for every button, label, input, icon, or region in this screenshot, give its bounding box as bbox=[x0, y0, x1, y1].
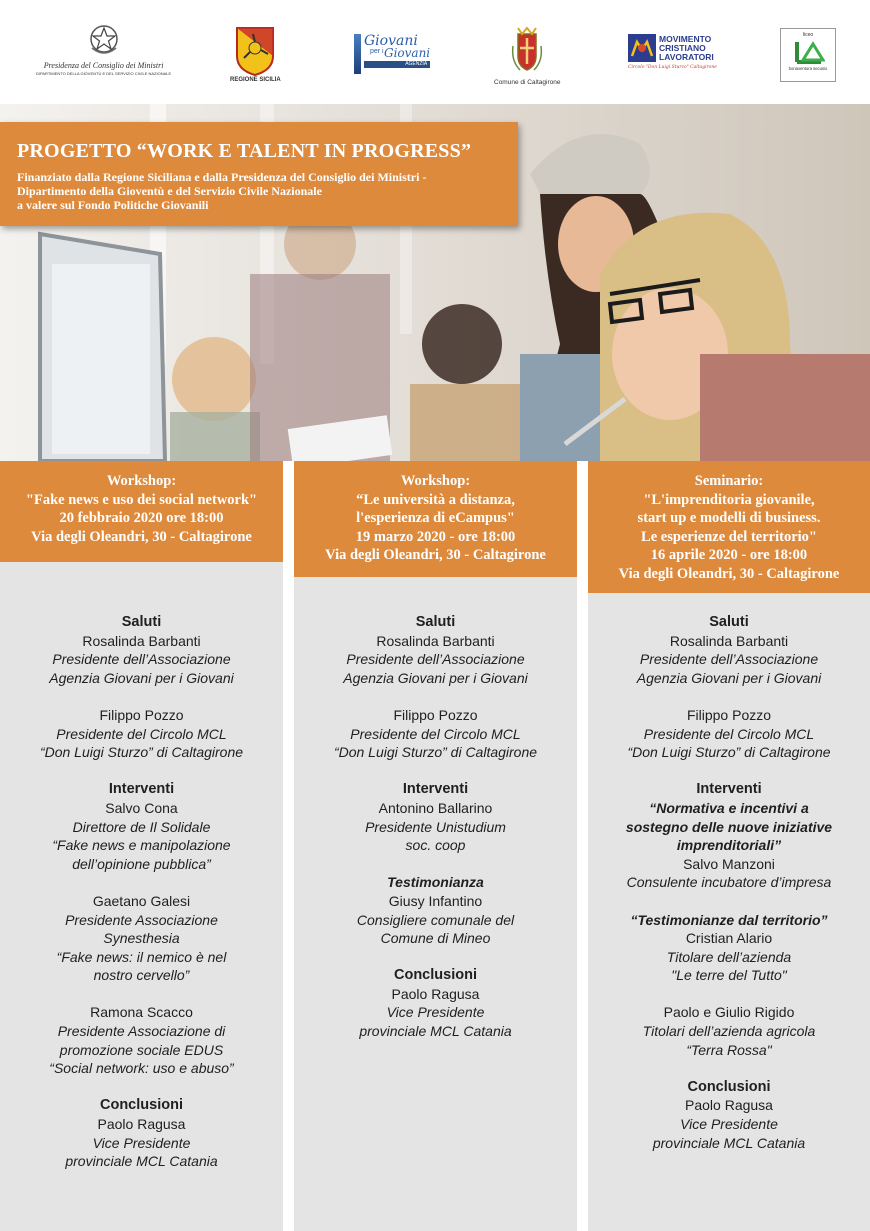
speaker-name: Salvo Cona bbox=[105, 799, 178, 816]
event-header-line: l'esperienza di eCampus" bbox=[356, 510, 515, 526]
program-detail: “Don Luigi Sturzo” di Caltagirone bbox=[627, 744, 831, 761]
program-detail: Presidente del Circolo MCL bbox=[643, 725, 815, 742]
program-section-heading: Interventi bbox=[108, 781, 175, 798]
regione-sicilia-logo bbox=[230, 26, 281, 84]
program-section-heading: Conclusioni bbox=[100, 1097, 183, 1114]
speaker-name: Rosalinda Barbanti bbox=[669, 632, 789, 649]
event-header-line: “Le università a distanza, bbox=[356, 491, 515, 508]
program-detail: Testimonianza bbox=[387, 874, 484, 891]
program-detail: Titolari dell’azienda agricola bbox=[642, 1023, 816, 1040]
program-detail: "Le terre del Tutto" bbox=[671, 967, 787, 984]
giovani-bar-icon bbox=[354, 34, 361, 74]
giovani-text-1: Giovani bbox=[364, 33, 418, 49]
speaker-name: Salvo Manzoni bbox=[683, 855, 775, 872]
program-section-heading: Conclusioni bbox=[687, 1078, 771, 1095]
speaker-name: Giusy Infantino bbox=[388, 892, 483, 909]
spacer bbox=[0, 873, 283, 892]
logo-strip bbox=[0, 0, 870, 104]
liceo-bottom-text: bonaventura secusio bbox=[788, 66, 828, 71]
project-title: PROGETTO “WORK E TALENT IN PROGRESS” bbox=[17, 140, 472, 162]
program-detail: dell’opinione pubblica” bbox=[72, 855, 211, 872]
presidenza-subcaption: DIPARTIMENTO DELLA GIOVENTÙ E DEL SERVIZIO CIVILE NAZIONALE bbox=[36, 70, 172, 76]
event-column-3 bbox=[588, 461, 870, 1231]
event-1-program bbox=[0, 613, 283, 1171]
program-detail: “Fake news e manipolazione bbox=[52, 837, 231, 854]
program-detail: Vice Presidente bbox=[92, 1134, 191, 1151]
speaker-name: Cristian Alario bbox=[685, 930, 773, 947]
program-detail: “Terra Rossa" bbox=[686, 1041, 772, 1058]
program-detail: Agenzia Giovani per i Giovani bbox=[636, 669, 822, 686]
event-header-line: 16 aprile 2020 - ore 18:00 bbox=[650, 547, 808, 563]
program-section-heading: Saluti bbox=[709, 614, 749, 630]
spacer bbox=[0, 985, 283, 1004]
event-3-header bbox=[588, 461, 870, 593]
program-detail: “Normativa e incentivi a bbox=[649, 799, 809, 816]
funding-line-3: a valere sul Fondo Politiche Giovanili bbox=[17, 198, 209, 212]
event-header-line: Via degli Oleandri, 30 - Caltagirone bbox=[325, 547, 546, 563]
program-detail: nostro cervello” bbox=[93, 967, 190, 984]
program-section-heading: Saluti bbox=[415, 614, 456, 630]
spacer bbox=[588, 687, 870, 706]
program-section-heading: Conclusioni bbox=[394, 967, 477, 984]
event-header-line: "L'imprenditoria giovanile, bbox=[643, 491, 815, 508]
program-detail: provinciale MCL Catania bbox=[652, 1134, 806, 1151]
funding-line-1: Finanziato dalla Regione Siciliana e dalla Presidenza del Consiglio dei Ministri - bbox=[17, 170, 427, 184]
program-detail: “Social network: uso e abuso” bbox=[49, 1060, 234, 1077]
event-header-line: start up e modelli di business. bbox=[637, 510, 821, 526]
funding-line-2: Dipartimento della Gioventù e del Servizio Civile Nazionale bbox=[17, 184, 322, 198]
event-header-line: "Fake news e uso dei social network" bbox=[25, 491, 258, 508]
program-detail: Presidente del Circolo MCL bbox=[350, 725, 521, 742]
trinacria-icon bbox=[235, 26, 275, 76]
mcl-tagline: Circolo "Don Luigi Sturzo" Caltagirone bbox=[628, 65, 717, 70]
program-detail: “Don Luigi Sturzo” di Caltagirone bbox=[333, 744, 538, 761]
speaker-name: Paolo Ragusa bbox=[391, 985, 480, 1002]
presidenza-logo bbox=[36, 22, 171, 76]
program-detail: sostegno delle nuove iniziative bbox=[625, 818, 833, 835]
event-header-line: Le esperienze del territorio" bbox=[641, 528, 817, 545]
program-detail: “Testimonianze dal territorio” bbox=[630, 911, 828, 928]
spacer bbox=[294, 948, 577, 967]
event-header-line: Via degli Oleandri, 30 - Caltagirone bbox=[618, 565, 840, 582]
event-header-line: 19 marzo 2020 - ore 18:00 bbox=[355, 528, 516, 545]
spacer bbox=[0, 1078, 283, 1097]
event-2-header bbox=[294, 461, 577, 577]
presidenza-caption: Presidenza del Consiglio dei Ministri bbox=[43, 61, 164, 70]
comune-caltagirone-logo bbox=[494, 26, 560, 87]
speaker-name: Antonino Ballarino bbox=[378, 799, 493, 816]
event-2-program bbox=[294, 613, 577, 1041]
speaker-name: Filippo Pozzo bbox=[393, 706, 478, 723]
spacer bbox=[588, 892, 870, 911]
caltagirone-crest-icon bbox=[510, 26, 544, 76]
program-detail: Presidente dell’Associazione bbox=[346, 651, 525, 668]
liceo-triangle-icon bbox=[791, 38, 825, 66]
program-detail: Presidente Associazione bbox=[65, 911, 218, 928]
program-detail: Agenzia Giovani per i Giovani bbox=[49, 669, 234, 686]
event-3-program bbox=[588, 613, 870, 1152]
event-column-2 bbox=[294, 461, 577, 1231]
italian-emblem-icon bbox=[87, 22, 121, 58]
mcl-text-3: LAVORATORI bbox=[659, 51, 714, 62]
mcl-text-2: CRISTIANO bbox=[659, 42, 706, 53]
program-detail: Synesthesia bbox=[103, 930, 180, 947]
program-detail: Titolare dell’azienda bbox=[666, 948, 792, 965]
event-header-line: 20 febbraio 2020 ore 18:00 bbox=[59, 510, 224, 526]
event-type-label: Seminario: bbox=[694, 473, 764, 489]
program-detail: Comune di Mineo bbox=[380, 930, 491, 947]
program-detail: “Fake news: il nemico è nel bbox=[56, 948, 227, 965]
program-detail: Presidente dell’Associazione bbox=[52, 651, 231, 668]
program-detail: provinciale MCL Catania bbox=[65, 1153, 218, 1170]
speaker-name: Gaetano Galesi bbox=[92, 892, 191, 909]
spacer bbox=[294, 687, 577, 706]
spacer bbox=[588, 985, 870, 1004]
speaker-name: Rosalinda Barbanti bbox=[82, 632, 201, 649]
program-detail: Direttore de Il Solidale bbox=[72, 818, 211, 835]
speaker-name: Filippo Pozzo bbox=[99, 706, 184, 723]
program-detail: provinciale MCL Catania bbox=[359, 1023, 512, 1040]
spacer bbox=[0, 687, 283, 706]
giovani-tag: AGENZIA bbox=[364, 61, 430, 68]
program-detail: Presidente Unistudium bbox=[365, 818, 506, 835]
spacer bbox=[588, 1059, 870, 1078]
program-detail: Presidente Associazione di bbox=[57, 1023, 226, 1040]
mcl-logo bbox=[628, 34, 717, 70]
speaker-name: Rosalinda Barbanti bbox=[376, 632, 495, 649]
giovani-per-i-giovani-logo bbox=[354, 34, 430, 74]
program-section-heading: Saluti bbox=[121, 614, 162, 630]
program-detail: Vice Presidente bbox=[386, 1004, 485, 1021]
speaker-name: Ramona Scacco bbox=[90, 1004, 193, 1021]
program-detail: Consigliere comunale del bbox=[356, 911, 515, 928]
mcl-text-1: MOVIMENTO bbox=[659, 33, 712, 44]
project-banner bbox=[0, 122, 518, 226]
speaker-name: Paolo e Giulio Rigido bbox=[663, 1004, 795, 1021]
spacer bbox=[0, 762, 283, 781]
spacer bbox=[294, 762, 577, 781]
speaker-name: Filippo Pozzo bbox=[686, 706, 772, 723]
spacer bbox=[588, 762, 870, 781]
event-column-1 bbox=[0, 461, 283, 1231]
speaker-name: Paolo Ragusa bbox=[97, 1116, 186, 1133]
comune-caption: Comune di Caltagirone bbox=[494, 79, 561, 86]
program-section-heading: Interventi bbox=[402, 781, 469, 798]
event-type-label: Workshop: bbox=[106, 473, 177, 489]
program-detail: Presidente dell’Associazione bbox=[639, 651, 819, 668]
giovani-text-2: per i bbox=[370, 48, 384, 55]
speaker-name: Paolo Ragusa bbox=[685, 1097, 773, 1114]
program-detail: Presidente del Circolo MCL bbox=[56, 725, 227, 742]
spacer bbox=[294, 855, 577, 874]
program-detail: imprenditoriali” bbox=[676, 837, 782, 854]
program-detail: Consulente incubatore d’impresa bbox=[626, 874, 832, 891]
program-detail: Vice Presidente bbox=[680, 1116, 778, 1133]
regione-caption: REGIONE SICILIA bbox=[230, 77, 281, 83]
event-type-label: Workshop: bbox=[400, 473, 471, 489]
program-detail: “Don Luigi Sturzo” di Caltagirone bbox=[39, 744, 244, 761]
giovani-text-3: Giovani bbox=[384, 46, 431, 60]
event-header-line: Via degli Oleandri, 30 - Caltagirone bbox=[31, 528, 252, 545]
program-detail: Agenzia Giovani per i Giovani bbox=[343, 669, 528, 686]
program-section-heading: Interventi bbox=[696, 781, 762, 798]
program-detail: promozione sociale EDUS bbox=[59, 1041, 224, 1058]
program-detail: soc. coop bbox=[405, 837, 466, 854]
liceo-top-text: liceo bbox=[802, 32, 814, 38]
mcl-emblem-icon bbox=[628, 34, 656, 62]
liceo-logo bbox=[780, 28, 836, 82]
event-1-header bbox=[0, 461, 283, 562]
